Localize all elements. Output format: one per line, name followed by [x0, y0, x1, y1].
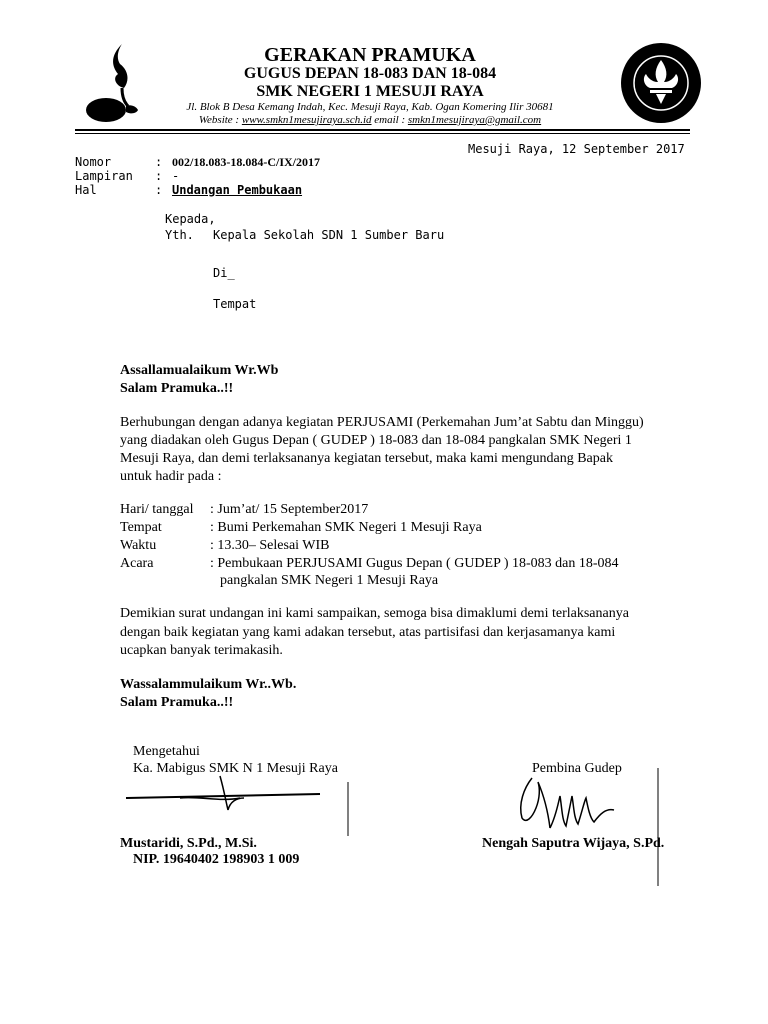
para2-line2: dengan baik kegiatan yang kami adakan tersebut, atas partisifasi dan kerjasamanya kami: [120, 625, 616, 640]
sig-right-title: Pembina Gudep: [532, 761, 622, 776]
hal-value: Undangan Pembukaan: [172, 183, 303, 197]
closing-salam: Wassalammulaikum Wr..Wb.: [120, 677, 297, 692]
greeting-salam: Assallamualaikum Wr.Wb: [120, 363, 279, 378]
sig-right-name: Nengah Saputra Wijaya, S.Pd.: [482, 836, 665, 851]
detail-hari-value: : Jum’at/ 15 September2017: [210, 502, 369, 517]
sig-left-nip: NIP. 19640402 198903 1 009: [133, 852, 300, 867]
para1-line2: yang diadakan oleh Gugus Depan ( GUDEP ) 18-083 dan 18-084 pangkalan SMK Negeri 1: [120, 433, 632, 448]
para1-line3: Mesuji Raya, dan demi terlaksananya kegiatan tersebut, maka kami mengundang Bapak: [120, 451, 613, 466]
para1-line1: Berhubungan dengan adanya kegiatan PERJUSAMI (Perkemahan Jum’at Sabtu dan Minggu): [120, 415, 644, 430]
hal-label: Hal: [75, 183, 97, 197]
recipient-kepada: Kepada,: [165, 212, 216, 226]
detail-acara-label: Acara: [120, 556, 154, 571]
website-label: Website :: [198, 114, 242, 126]
detail-tempat-value: : Bumi Perkemahan SMK Negeri 1 Mesuji Raya: [210, 520, 482, 535]
recipient-di: Di_: [213, 266, 235, 280]
left-signature: [120, 772, 350, 842]
email-link[interactable]: smkn1mesujiraya@gmail.com: [407, 114, 542, 126]
recipient-yth: Yth.: [165, 228, 194, 242]
email-label: email :: [371, 114, 408, 126]
detail-hari-label: Hari/ tanggal: [120, 502, 194, 517]
detail-tempat-label: Tempat: [120, 520, 162, 535]
gudep-emblem-logo: [620, 42, 702, 124]
detail-waktu-value: : 13.30– Selesai WIB: [210, 538, 330, 553]
para2-line1: Demikian surat undangan ini kami sampaikan, semoga bisa dimaklumi demi terlaksananya: [120, 606, 629, 621]
letterhead-rule-thin: [75, 133, 690, 134]
lampiran-sep: :: [155, 169, 163, 183]
nomor-value: 002/18.083-18.084-C/IX/2017: [172, 155, 320, 169]
pramuka-logo: [82, 40, 162, 125]
sig-left-name: Mustaridi, S.Pd., M.Si.: [120, 836, 257, 851]
closing-pramuka: Salam Pramuka..!!: [120, 695, 234, 710]
detail-acara-value1: : Pembukaan PERJUSAMI Gugus Depan ( GUDEP ) 18-083 dan 18-084: [210, 556, 619, 571]
detail-acara-value2: pangkalan SMK Negeri 1 Mesuji Raya: [220, 573, 439, 588]
greeting-pramuka: Salam Pramuka..!!: [120, 381, 234, 396]
letterhead-rule-thick: [75, 129, 690, 131]
right-signature: [510, 768, 670, 886]
sig-left-title2: Ka. Mabigus SMK N 1 Mesuji Raya: [133, 761, 338, 776]
detail-waktu-label: Waktu: [120, 538, 157, 553]
lampiran-value: -: [172, 169, 180, 183]
recipient-tempat: Tempat: [213, 297, 257, 311]
lampiran-label: Lampiran: [75, 169, 133, 183]
nomor-label: Nomor: [75, 155, 112, 169]
letterhead-subtitle-gudep: GUGUS DEPAN 18-083 DAN 18-084: [243, 65, 497, 82]
hal-sep: :: [155, 183, 163, 197]
letterhead-contact: [160, 115, 580, 126]
para2-line3: ucapkan banyak terimakasih.: [120, 643, 283, 658]
letterhead-title: GERAKAN PRAMUKA: [264, 44, 476, 66]
letterhead-subtitle-school: SMK NEGERI 1 MESUJI RAYA: [256, 83, 484, 100]
recipient-name: Kepala Sekolah SDN 1 Sumber Baru: [213, 228, 445, 242]
nomor-sep: :: [155, 155, 163, 169]
letter-date: Mesuji Raya, 12 September 2017: [468, 142, 685, 156]
letterhead-address: Jl. Blok B Desa Kemang Indah, Kec. Mesuji Raya, Kab. Ogan Komering Ilir 30681: [186, 101, 554, 113]
website-link[interactable]: www.smkn1mesujiraya.sch.id: [241, 114, 372, 126]
sig-left-title1: Mengetahui: [133, 744, 200, 759]
para1-line4: untuk hadir pada :: [120, 469, 222, 484]
